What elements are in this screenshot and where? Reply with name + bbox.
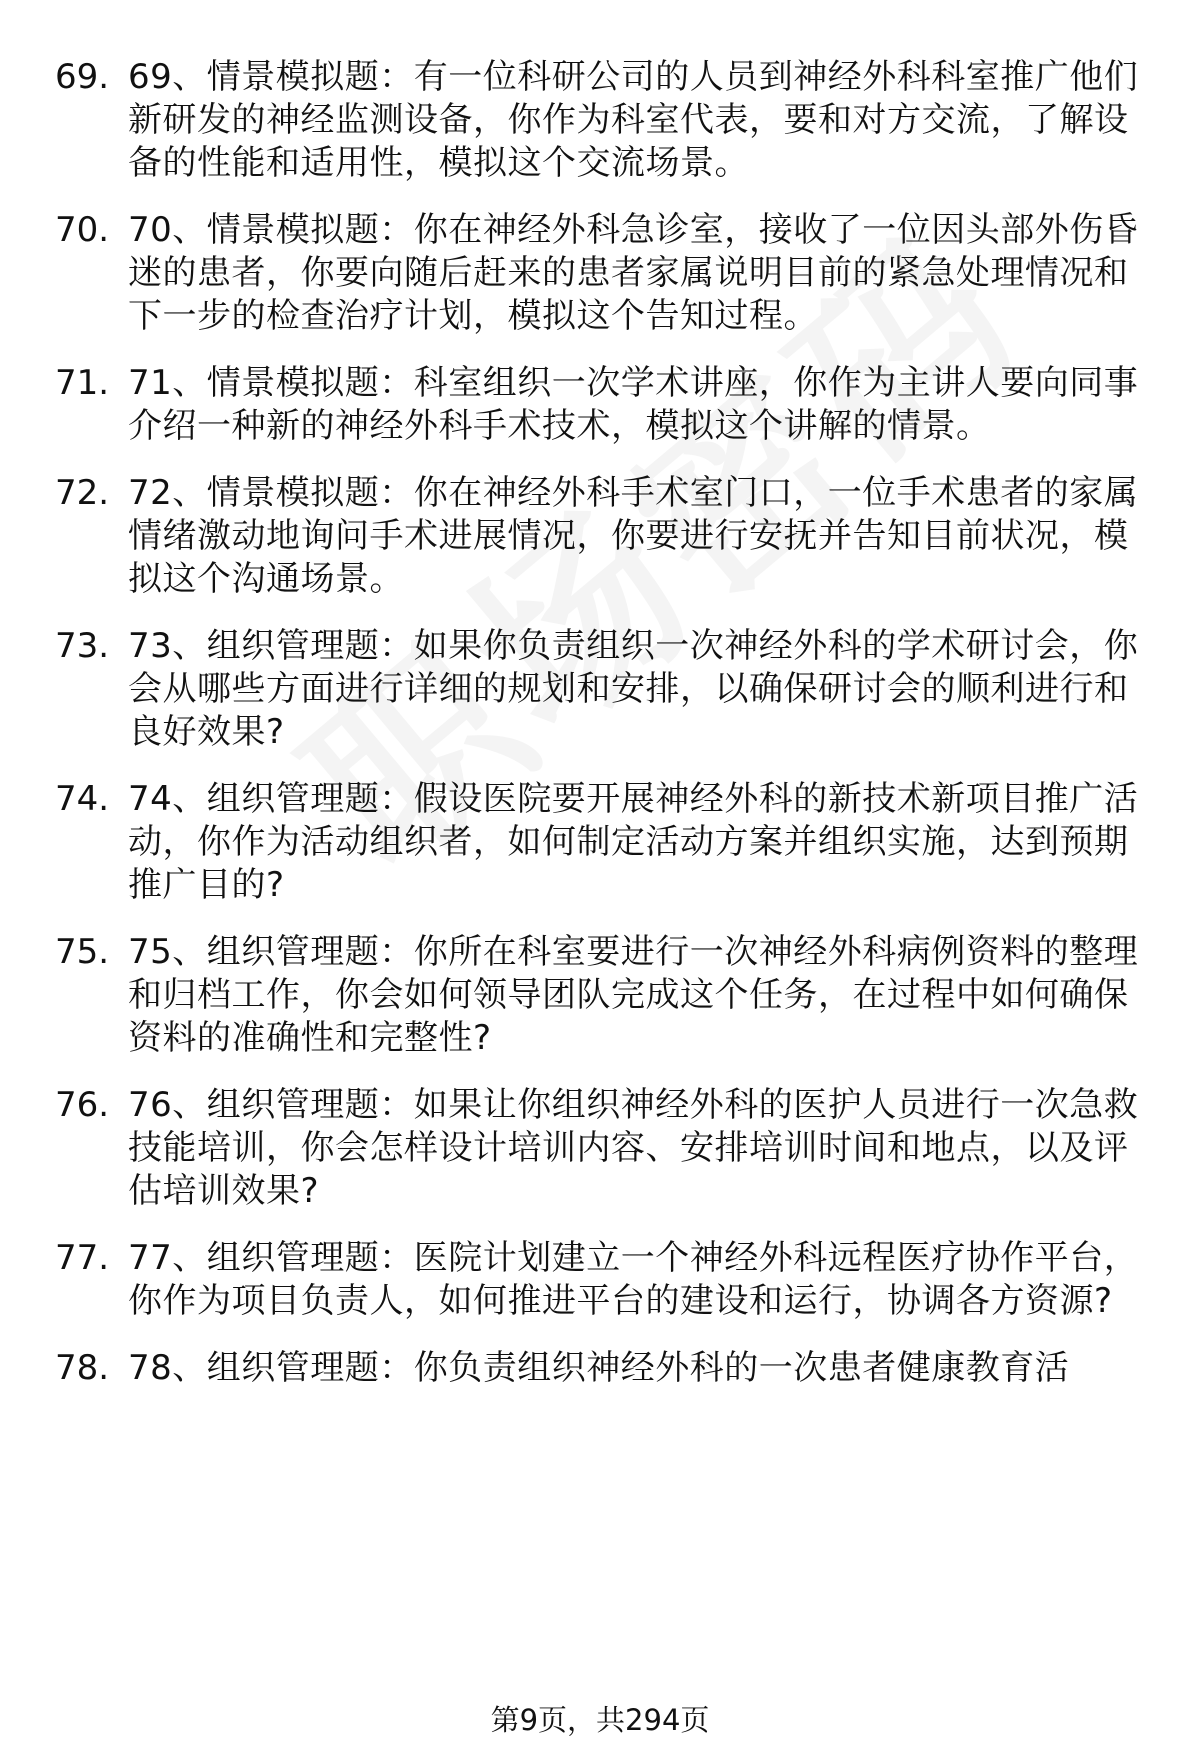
list-item [0,931,1200,1060]
list-item [0,472,1200,601]
question-text: 78、组织管理题：你负责组织神经外科的一次患者健康教育活 [128,1348,1070,1388]
list-item [0,625,1200,754]
question-text: 72、情景模拟题：你在神经外科手术室门口，一位手术患者的家属情绪激动地询问手术进展情况，你要进行安抚并告知目前状况，模拟这个沟通场景。 [128,473,1139,599]
question-list [0,56,1200,1390]
question-text: 74、组织管理题：假设医院要开展神经外科的新技术新项目推广活动，你作为活动组织者，如何制定活动方案并组织实施，达到预期推广目的? [128,779,1139,905]
question-text: 73、组织管理题：如果你负责组织一次神经外科的学术研讨会，你会从哪些方面进行详细的规划和安排，以确保研讨会的顺利进行和良好效果? [128,626,1139,752]
question-text: 76、组织管理题：如果让你组织神经外科的医护人员进行一次急救技能培训，你会怎样设计培训内容、安排培训时间和地点，以及评估培训效果? [128,1085,1139,1211]
list-item [0,778,1200,907]
question-text: 75、组织管理题：你所在科室要进行一次神经外科病例资料的整理和归档工作，你会如何领导团队完成这个任务，在过程中如何确保资料的准确性和完整性? [128,932,1139,1058]
question-number: 76. [55,1085,110,1125]
question-text: 70、情景模拟题：你在神经外科急诊室，接收了一位因头部外伤昏迷的患者，你要向随后赶来的患者家属说明目前的紧急处理情况和下一步的检查治疗计划，模拟这个告知过程。 [128,210,1139,336]
question-text: 71、情景模拟题：科室组织一次学术讲座，你作为主讲人要向同事介绍一种新的神经外科手术技术，模拟这个讲解的情景。 [128,363,1139,446]
question-text: 77、组织管理题：医院计划建立一个神经外科远程医疗协作平台，你作为项目负责人，如何推进平台的建设和运行，协调各方资源? [128,1238,1139,1321]
question-number: 78. [55,1348,110,1388]
question-number: 71. [55,363,110,403]
list-item [0,362,1200,448]
question-number: 74. [55,779,110,819]
question-number: 77. [55,1238,110,1278]
question-number: 70. [55,210,110,250]
question-number: 69. [55,57,110,97]
page-footer: 第9页，共294页 [490,1703,710,1737]
question-number: 73. [55,626,110,666]
list-item [0,1084,1200,1213]
question-number: 75. [55,932,110,972]
question-text: 69、情景模拟题：有一位科研公司的人员到神经外科科室推广他们新研发的神经监测设备，你作为科室代表，要和对方交流，了解设备的性能和适用性，模拟这个交流场景。 [128,57,1139,183]
list-item [0,1347,1200,1390]
list-item [0,56,1200,185]
list-item [0,209,1200,338]
question-number: 72. [55,473,110,513]
list-item [0,1237,1200,1323]
